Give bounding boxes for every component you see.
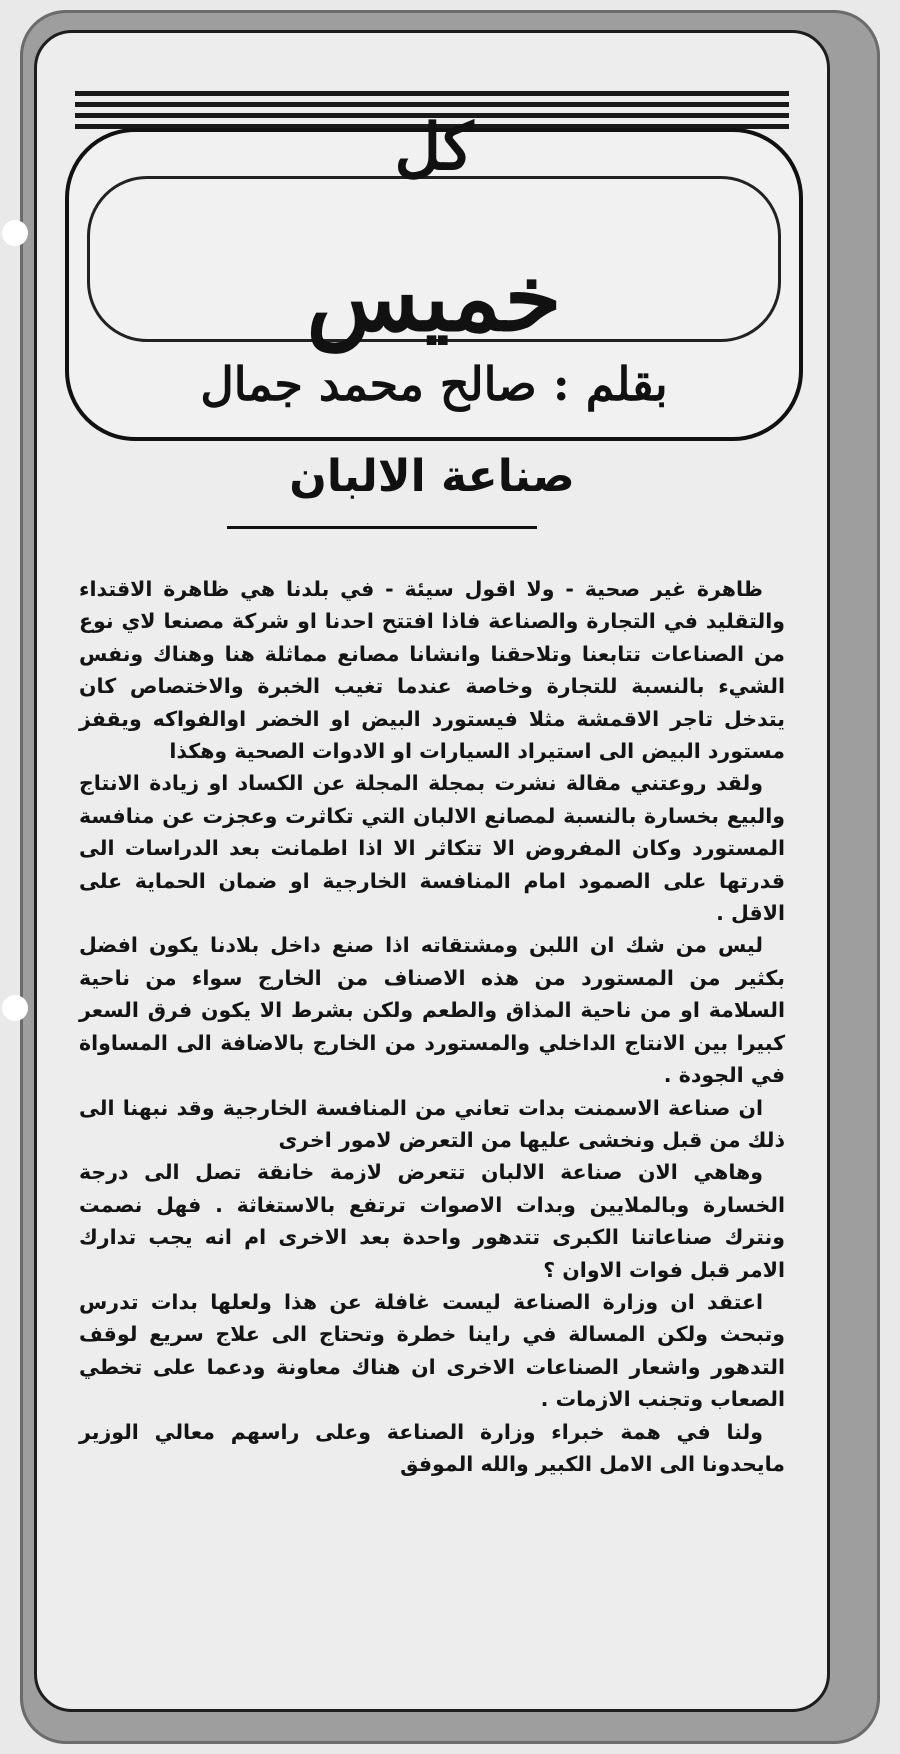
article-paragraph: ان صناعة الاسمنت بدات تعاني من المنافسة الخارجية وقد نبهنا الى ذلك من قبل ونخشى عليها من التعرض لامور اخرى bbox=[79, 1095, 785, 1152]
article-paragraph: ولقد روعتني مقالة نشرت بمجلة المجلة عن الكساد او زيادة الانتاج والبيع بخسارة بالنسبة لمصانع الالبان التي تكاثرت وعجزت عن منافسة المستورد وكان المفروض الا تتكاثر الا اذا اطمانت بعد الدراسات الى قدرتها على الصمود امام المنافسة الخارجية او ضمان الحماية على الاقل . bbox=[79, 771, 785, 926]
article-paragraph: ولنا في همة خبراء وزارة الصناعة وعلى راسهم معالي الوزير مايحدونا الى الامل الكبير والله الموفق bbox=[79, 1419, 785, 1476]
article-body bbox=[79, 573, 785, 1480]
masthead-khamees: خميس bbox=[306, 244, 562, 352]
column-masthead bbox=[65, 110, 803, 441]
article-paragraph: ليس من شك ان اللبن ومشتقاته اذا صنع داخل بلادنا يكون افضل بكثير من المستورد من هذه الاصناف من الخارج سواء من ناحية السلامة او من ناحية المذاق والطعم ولكن بشرط الا يكون فرق السعر كبيرا بين الانتاج الداخلي والمستورد من الخارج بالاضافة الى المساواة في الجودة . bbox=[79, 933, 785, 1088]
article-title: صناعة الالبان bbox=[289, 451, 575, 502]
newspaper-clipping bbox=[34, 30, 830, 1712]
author-byline: بقلم : صالح محمد جمال bbox=[200, 357, 668, 411]
masthead-kul: كل bbox=[394, 110, 474, 185]
binder-hole bbox=[2, 220, 28, 246]
title-underline bbox=[227, 526, 537, 529]
article-paragraph: وهاهي الان صناعة الالبان تتعرض لازمة خانقة تصل الى درجة الخسارة وبالملايين وبدات الاصوات ترتفع بالاستغاثة . فهل نصمت ونترك صناعاتنا الكبرى تتدهور واحدة بعد الاخرى ام انه يجب تدارك الامر قبل فوات الاوان ؟ bbox=[79, 1160, 785, 1282]
binder-hole bbox=[2, 995, 28, 1021]
article-paragraph: اعتقد ان وزارة الصناعة ليست غافلة عن هذا ولعلها بدات تدرس وتبحث ولكن المسالة في راينا خطرة وتحتاج الى علاج سريع لوقف التدهور واشعار الصناعات الاخرى ان هناك معاونة ودعما على تخطي الصعاب وتجنب الازمات . bbox=[79, 1289, 785, 1412]
article-paragraph: ظاهرة غير صحية - ولا اقول سيئة - في بلدنا هي ظاهرة الاقتداء والتقليد في التجارة والصناعة فاذا افتتح احدنا او شركة مصنعا لاي نوع من الصناعات تتابعنا وتلاحقنا وانشانا مصانع مماثلة هنا وهناك ونفس الشيء بالنسبة للتجارة وخاصة عندما تغيب الخبرة والاختصاص كان يتدخل تاجر الاقمشة مثلا فيستورد البيض او الخضر اوالفواكه ويقفز مستورد البيض الى استيراد السيارات او الادوات الصحية وهكذا bbox=[79, 577, 785, 764]
